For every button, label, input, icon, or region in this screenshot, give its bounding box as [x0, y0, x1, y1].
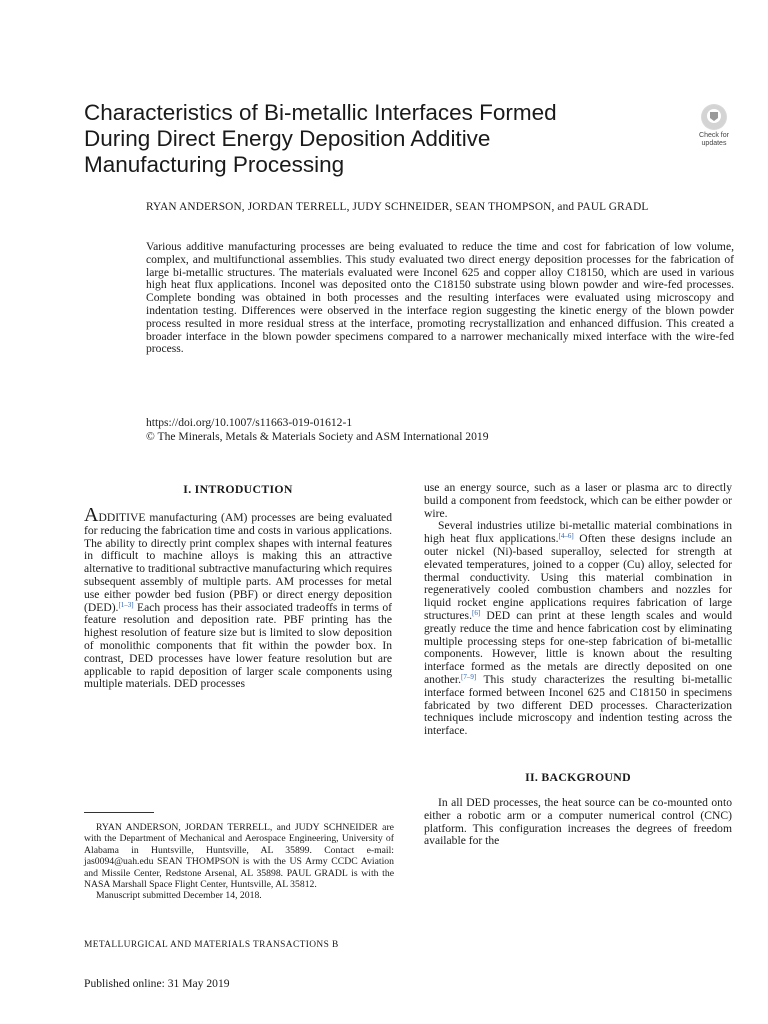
badge-line-2: updates	[701, 139, 727, 147]
intro-paragraph-2	[424, 520, 732, 738]
intro-p2-text-c: DED can print at these length scales and would greatly reduce the time and hence fabrication cost by eliminating multiple processing steps for one-step fabrication of bi-metallic components. However, little is known about the resulting interface formed as the metals are directly deposited on one another.	[424, 608, 732, 686]
footnote-affiliations: RYAN ANDERSON, JORDAN TERRELL, and JUDY SCHNEIDER are with the Department of Mechanical and Aerospace Engineering, University of Alabama in Huntsville, Huntsville, AL 35899. Contact e-mail: jas0094@uah.edu SEAN THOMPSON is with the US Army CCDC Aviation and Missile Center, Redstone Arsenal, AL 35898. PAUL GRADL is with the NASA Marshall Space Flight Center, Huntsville, AL 35812.	[84, 822, 394, 891]
author-footnote	[84, 822, 394, 902]
copyright-line: © The Minerals, Metals & Materials Society and ASM International 2019	[146, 430, 489, 443]
doi-block	[146, 416, 734, 444]
check-for-updates-badge[interactable]	[696, 104, 732, 147]
abstract: Various additive manufacturing processes are being evaluated to reduce the time and cost for fabrication of low volume, complex, and multifunctional assemblies. This study evaluated two direct energy deposition processes for the fabrication of large bi-metallic structures. The materials evaluated were Inconel 625 and copper alloy C18150, which are used in various high heat flux applications. Inconel was deposited onto the C18150 substrate using blown powder and wire-fed processes. Complete bonding was obtained in both processes and the resulting interfaces were evaluated using microscopy and indentation testing. Differences were observed in the interface region suggesting the kinetic energy of the blown powder process resulted in more residual stress at the interface, promoting recrystallization and enhanced diffusion. This created a broader interface in the blown powder specimens compared to a narrower mechanically mixed interface with the wire-fed process.	[146, 240, 734, 356]
citation-link[interactable]: [4–6]	[558, 532, 574, 541]
citation-link[interactable]: [1–3]	[118, 600, 134, 609]
citation-link[interactable]: [6]	[471, 608, 481, 617]
intro-paragraph-1-continued: use an energy source, such as a laser or plasma arc to directly build a component from feedstock, which can be either powder or wire.	[424, 481, 732, 520]
intro-p2-text-b: Often these designs include an outer nickel (Ni)-based superalloy, selected for strength at elevated temperatures, joined to a copper (Cu) alloy, selected for thermal conductivity. Using this material combination in regeneratively cooled combustion chambers and nozzles for liquid rocket engine applications requires fabrication of large structures.	[424, 532, 732, 622]
left-column	[84, 482, 392, 691]
journal-name: METALLURGICAL AND MATERIALS TRANSACTIONS B	[84, 940, 339, 950]
background-paragraph-1: In all DED processes, the heat source can be co-mounted onto either a robotic arm or a computer numerical control (CNC) platform. This configuration increases the degrees of freedom available for the	[424, 795, 732, 848]
badge-line-1: Check for	[699, 132, 729, 139]
intro-paragraph-1	[84, 504, 392, 691]
right-column	[424, 482, 732, 848]
intro-text-a: manufacturing (AM) processes are being evaluated for reducing the fabrication time and costs in various applications. The ability to directly print complex shapes with internal features in difficult to machine alloys is making this an attractive alternative to traditional subtractive manufacturing which requires subsequent assembly of multiple parts. AM processes for metal use either powder bed fusion (PBF) or direct energy deposition (DED).	[84, 511, 392, 614]
intro-text-b: Each process has their associated tradeoffs in terms of feature resolution and deposition rate. PBF printing has the highest resolution of feature size but is limited to slow deposition of monolithic components that fit within the powder box. In contrast, DED processes have lower feature resolution but are applicable to rapid deposition of larger scale components using multiple materials. DED processes	[84, 600, 392, 691]
article-title: Characteristics of Bi-metallic Interfaces Formed During Direct Energy Deposition Additive Manufacturing Processing	[84, 100, 557, 177]
check-updates-icon	[701, 104, 727, 130]
intro-p2-text-d: This study characterizes the resulting bi-metallic interface formed between Inconel 625 and C18150 in specimens fabricated by two different DED processes. Characterization techniques include microscopy and indention testing across the interface.	[424, 672, 732, 738]
citation-link[interactable]: [7–9]	[461, 672, 477, 681]
author-list: RYAN ANDERSON, JORDAN TERRELL, JUDY SCHNEIDER, SEAN THOMPSON, and PAUL GRADL	[146, 201, 649, 213]
introduction-heading: I. INTRODUCTION	[183, 482, 293, 496]
published-date: Published online: 31 May 2019	[84, 977, 230, 990]
doi-link[interactable]: https://doi.org/10.1007/s11663-019-01612-1	[146, 416, 353, 429]
footnote-submitted: Manuscript submitted December 14, 2018.	[96, 890, 262, 902]
footnote-divider	[84, 812, 154, 813]
drop-cap: A	[84, 504, 99, 526]
drop-cap-rest: DDITIVE	[98, 511, 146, 524]
background-heading: II. BACKGROUND	[525, 769, 631, 784]
intro-p2-text-a: Several industries utilize bi-metallic material combinations in high heat flux applications.	[424, 519, 732, 546]
